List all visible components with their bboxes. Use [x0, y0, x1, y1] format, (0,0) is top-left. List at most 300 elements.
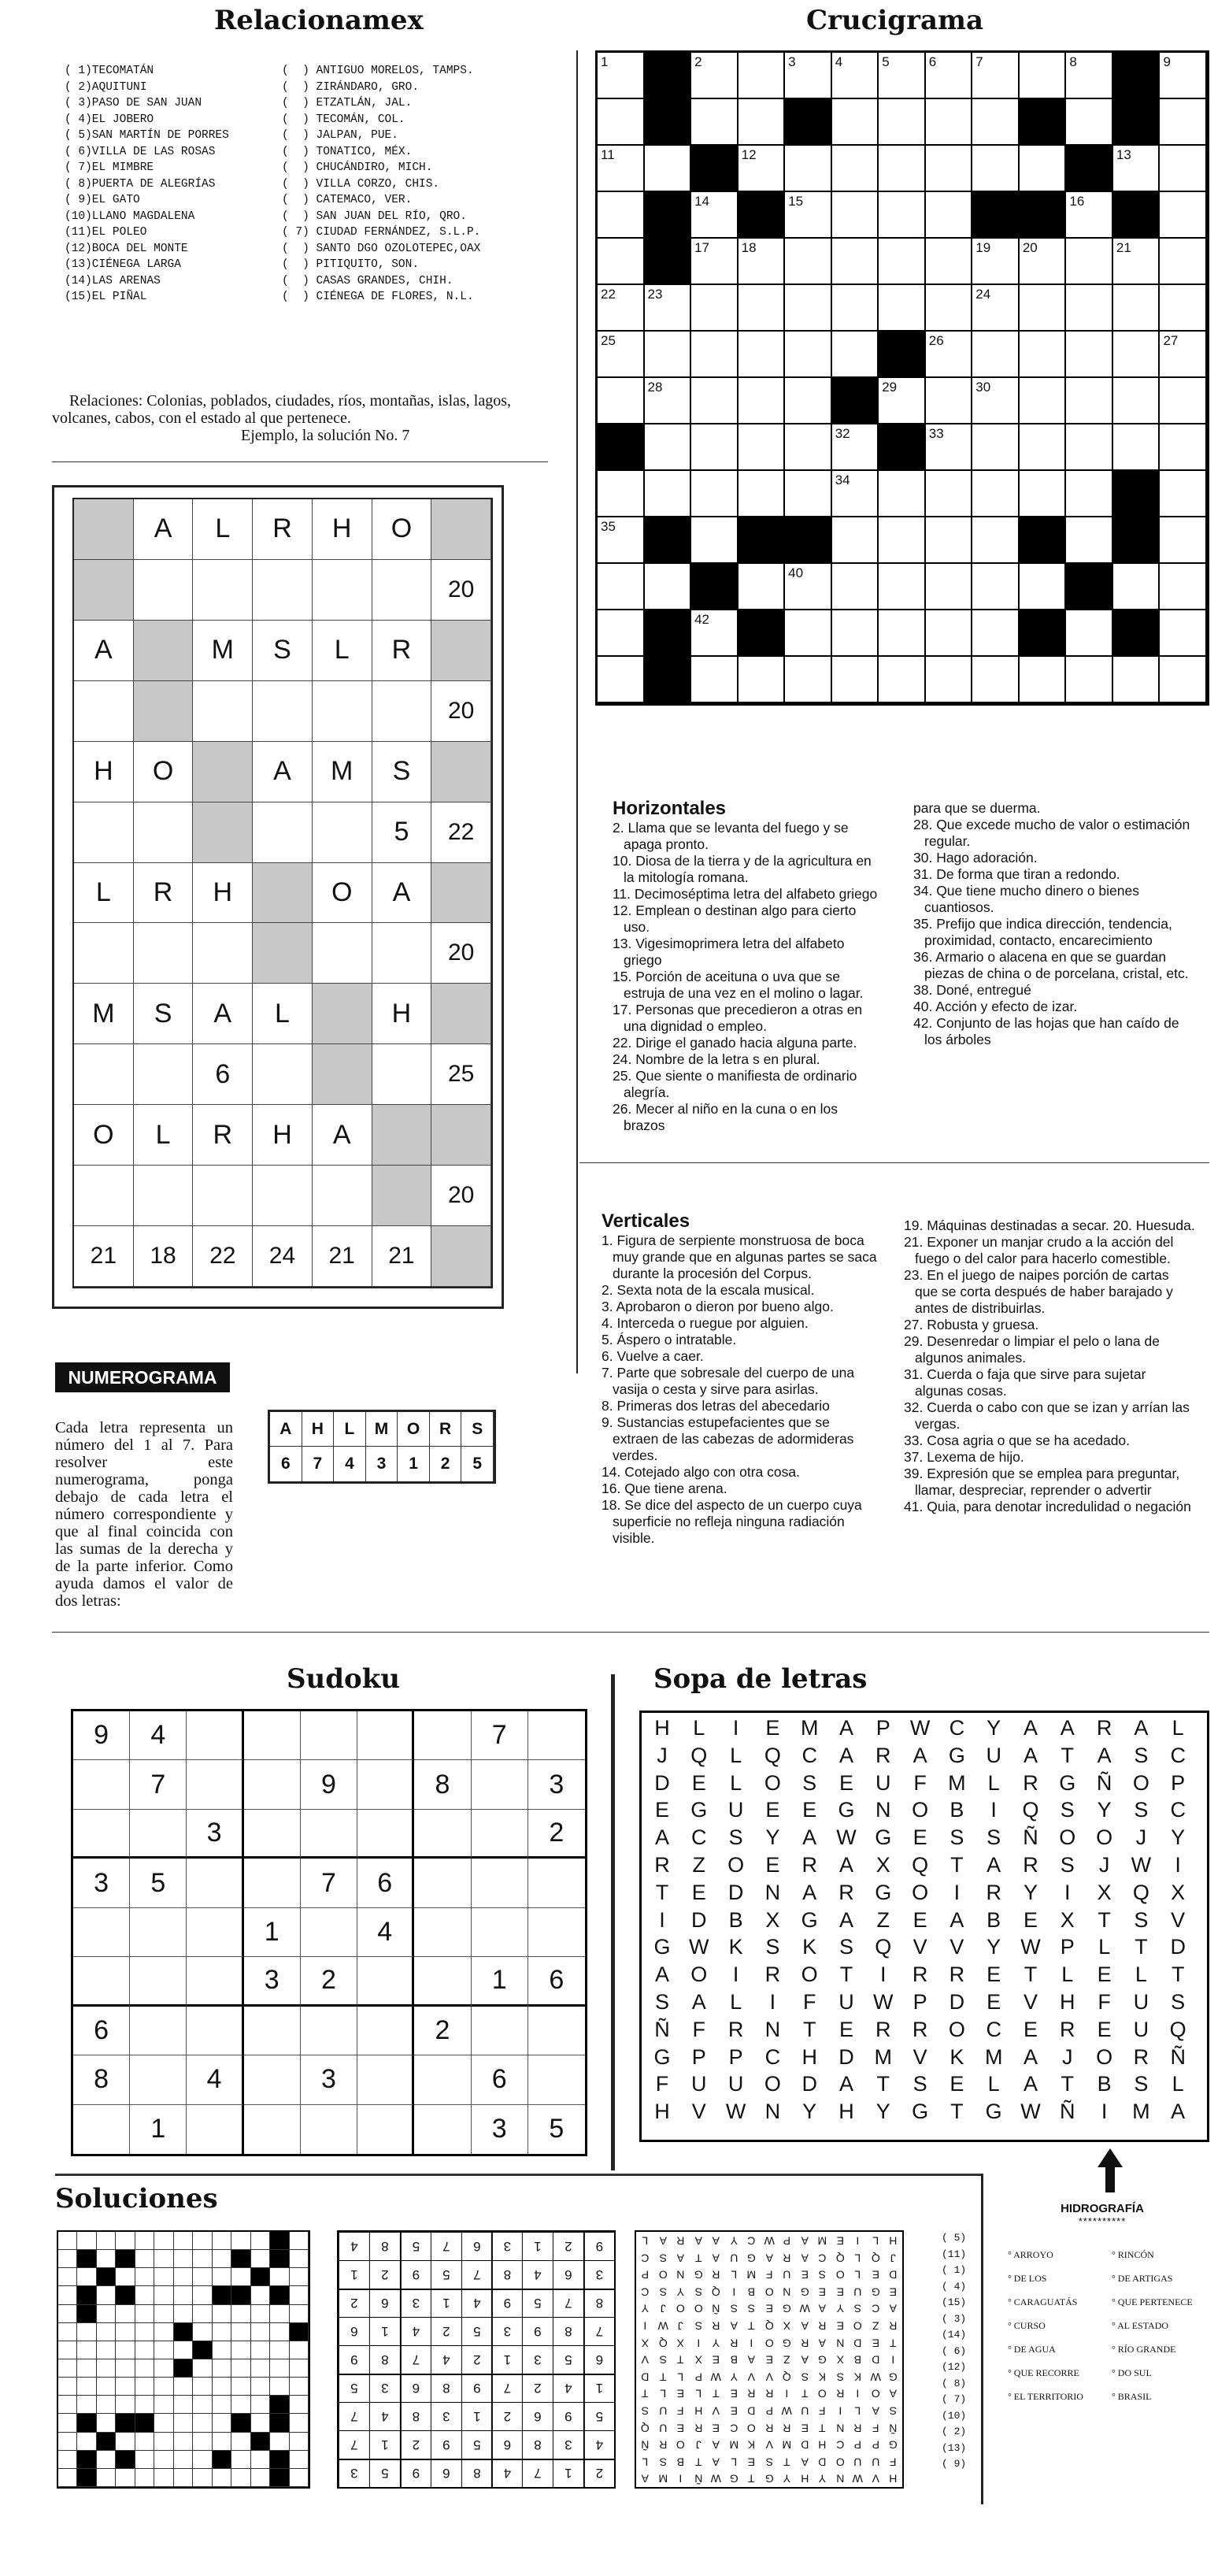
horizontales-title: Horizontales	[613, 798, 727, 819]
solution-sudoku-cell: 5	[583, 2402, 614, 2430]
letter-cell: E	[1023, 1907, 1038, 1932]
crossword-cell	[1113, 564, 1161, 610]
letter-cell: G	[912, 2100, 929, 2124]
crossword-cell	[739, 285, 786, 332]
solution-crossword-cell	[270, 2414, 289, 2432]
crossword-cell	[832, 564, 879, 610]
solution-sudoku-cell: 6	[400, 2374, 431, 2402]
crossword-cell	[1160, 99, 1207, 146]
solution-sudoku-cell: 6	[491, 2430, 522, 2459]
solution-crossword-cell	[213, 2451, 231, 2469]
solution-sudoku-cell: 6	[553, 2260, 583, 2289]
solution-letter: W	[870, 2370, 881, 2384]
numerograma-cell	[253, 1044, 313, 1105]
solution-letter: I	[731, 2285, 735, 2299]
clue-number: 9	[1163, 54, 1171, 69]
solution-letter: W	[657, 2319, 668, 2333]
solution-letter: C	[872, 2302, 880, 2315]
numerograma-cell: H	[193, 863, 253, 924]
solution-sudoku-cell: 7	[400, 2345, 431, 2374]
solution-crossword-cell	[290, 2396, 309, 2414]
numerograma-cell	[134, 923, 194, 984]
solution-letter: S	[818, 2268, 827, 2281]
crossword-cell	[739, 657, 786, 703]
crossword-cell	[739, 424, 786, 471]
letter-cell: E	[912, 1907, 927, 1932]
clue: 35. Prefijo que indica dirección, tendencia, proximidad, contacto, encarecimiento	[913, 916, 1172, 948]
letter-cell: W	[909, 1716, 931, 1740]
solution-letter: S	[836, 2370, 844, 2384]
numerograma-cell	[313, 681, 372, 742]
crossword-cell	[739, 471, 786, 517]
solution-answer: ( 7)	[942, 2393, 967, 2405]
clue: 41. Quia, para denotar incredulidad o negación	[904, 1499, 1191, 1514]
solution-letter: R	[836, 2387, 845, 2400]
solution-sudoku-cell: 3	[553, 2430, 583, 2459]
solution-letter: Y	[818, 2472, 827, 2485]
solution-letter: G	[783, 2302, 791, 2315]
crossword-cell	[785, 471, 832, 517]
crossword-cell	[1066, 471, 1113, 517]
relacion-option: ( ) ANTIGUO MORELOS, TAMPS.	[282, 65, 474, 77]
clue-number: 34	[835, 473, 850, 487]
solution-letter: A	[801, 2319, 809, 2333]
solution-sudoku-cell: 6	[583, 2345, 614, 2374]
solution-letter: Q	[783, 2370, 791, 2384]
letter-cell: O	[690, 1963, 708, 1987]
solution-letter: R	[889, 2319, 898, 2333]
letter-cell: T	[1061, 2072, 1075, 2096]
numerograma-cell: H	[253, 1105, 313, 1166]
crossword-cell	[1066, 610, 1113, 657]
crossword-cell	[645, 610, 692, 657]
solution-sudoku-cell: 9	[461, 2374, 492, 2402]
solution-crossword-cell	[231, 2341, 250, 2359]
letter-cell: W	[1131, 1853, 1152, 1877]
solution-letter: Ñ	[712, 2302, 720, 2315]
solution-sudoku-cell: 7	[491, 2374, 522, 2402]
solution-letter: S	[890, 2404, 898, 2418]
solution-crossword-cell	[270, 2323, 289, 2341]
letter-cell: C	[986, 2017, 1001, 2041]
letter-cell: U	[727, 1798, 744, 1822]
numerograma-cell	[253, 560, 313, 621]
crossword-cell	[598, 657, 645, 703]
letter-cell: P	[875, 1716, 890, 1740]
sudoku-cell	[187, 1711, 243, 1760]
crossword-cell	[739, 53, 786, 99]
relacion-item: ( 3)PASO DE SAN JUAN	[65, 97, 202, 109]
solution-crossword-cell	[231, 2359, 250, 2378]
letter-cell: T	[1135, 1935, 1148, 1959]
solution-letter: P	[765, 2404, 773, 2418]
crossword-cell	[879, 657, 926, 703]
clue: 28. Que excede mucho de valor o estimación regular.	[913, 817, 1190, 849]
solution-letter: Q	[640, 2422, 650, 2435]
solution-letter: O	[835, 2268, 845, 2281]
clue: 2. Llama que se levanta del fuego y se apaga pronto.	[613, 820, 849, 852]
sudoku-cell	[244, 1859, 301, 1907]
clue-number: 19	[975, 240, 991, 255]
sudoku-cell	[414, 1711, 471, 1760]
numerograma-cell: 21	[372, 1226, 432, 1287]
letter-cell: A	[838, 1716, 853, 1740]
solution-crossword-cell	[270, 2469, 289, 2487]
solution-crossword-cell	[251, 2323, 270, 2341]
solution-letter: E	[818, 2285, 827, 2299]
crossword-cell	[832, 285, 879, 332]
solution-crossword-cell	[231, 2451, 250, 2469]
letter-cell: S	[838, 1935, 853, 1959]
relacionamex-left-list	[65, 63, 229, 306]
solution-letter: I	[696, 2337, 700, 2350]
crossword-cell	[972, 239, 1020, 285]
letter-cell: E	[691, 1770, 706, 1795]
solution-crossword-cell	[154, 2359, 173, 2378]
solution-crossword-cell	[58, 2378, 77, 2396]
solution-letter: D	[818, 2456, 827, 2469]
solution-crossword-cell	[97, 2469, 116, 2487]
letter-cell: A	[802, 1825, 817, 1850]
clue: 30. Hago adoración.	[913, 850, 1038, 865]
letter-cell: B	[1097, 2072, 1112, 2096]
solution-crossword-cell	[251, 2341, 270, 2359]
clue: 22. Dirige el ganado hacia alguna parte.	[613, 1035, 857, 1051]
solution-crossword-cell	[290, 2305, 309, 2323]
solution-sudoku-cell: 9	[553, 2402, 583, 2430]
clue: 1. Figura de serpiente monstruosa de boca muy grande que en algunas partes se saca durante la procesión del Corpus.	[602, 1232, 877, 1281]
solution-letter: V	[641, 2353, 649, 2367]
solution-crossword-cell	[193, 2232, 212, 2250]
solution-letter: D	[872, 2353, 880, 2367]
solution-answer: ( 5)	[942, 2232, 967, 2244]
solution-sudoku-cell: 6	[461, 2232, 492, 2260]
solution-letter: T	[659, 2370, 667, 2384]
crossword-cell	[645, 517, 692, 564]
letter-cell: F	[913, 1770, 927, 1795]
sudoku-cell	[414, 1957, 471, 2006]
clue: 40. Acción y efecto de izar.	[913, 999, 1078, 1014]
letter-cell: E	[987, 1963, 1001, 1987]
solution-letter: R	[712, 2319, 720, 2333]
sudoku-cell: 6	[357, 1859, 414, 1907]
clue: 31. De forma que tiran a redondo.	[913, 866, 1120, 882]
solution-letter: T	[694, 2252, 702, 2265]
sudoku-cell: 3	[244, 1957, 301, 2006]
solution-letter: O	[818, 2387, 827, 2400]
solution-crossword-cell	[193, 2469, 212, 2487]
solution-crossword-cell	[154, 2232, 173, 2250]
sudoku-cell: 2	[414, 2007, 471, 2055]
solution-letter: L	[731, 2456, 737, 2469]
solution-crossword-cell	[58, 2323, 77, 2341]
solution-crossword-cell	[193, 2250, 212, 2268]
numerograma-cell: L	[134, 1105, 194, 1166]
crossword-cell	[645, 471, 692, 517]
solution-letter: O	[764, 2337, 774, 2350]
solution-crossword-cell	[231, 2414, 250, 2432]
letter-cell: X	[1171, 1880, 1186, 1904]
letter-cell: S	[728, 1825, 743, 1850]
clue: 2. Sexta nota de la escala musical.	[602, 1282, 815, 1298]
crossword-cell	[739, 146, 786, 192]
solution-letter: A	[712, 2456, 720, 2469]
solution-sudoku-cell: 4	[369, 2402, 400, 2430]
numerograma-key	[268, 1410, 496, 1484]
letter-cell: V	[1023, 1990, 1038, 2014]
solution-sudoku-cell: 9	[431, 2430, 461, 2459]
crossword-cell	[972, 53, 1020, 99]
letter-cell: R	[875, 2017, 891, 2041]
solution-sudoku-cell: 3	[431, 2402, 461, 2430]
letter-cell: A	[1023, 1743, 1038, 1767]
solution-sudoku-cell: 7	[339, 2430, 369, 2459]
solution-sudoku-cell: 5	[339, 2374, 369, 2402]
relacion-item: ( 2)AQUITUNI	[65, 80, 147, 94]
sudoku-grid	[71, 1709, 587, 2156]
sudoku-cell: 3	[301, 2055, 357, 2104]
solution-letter: A	[801, 2252, 809, 2265]
solution-letter: U	[783, 2268, 791, 2281]
solution-answer: (11)	[942, 2248, 967, 2260]
crossword-cell	[832, 471, 879, 517]
solution-crossword-cell	[270, 2232, 289, 2250]
letter-cell: A	[838, 2072, 853, 2096]
solution-letter: F	[765, 2268, 773, 2281]
solution-sudoku-cell: 4	[339, 2232, 369, 2260]
solution-crossword-cell	[213, 2268, 231, 2286]
solution-letter: T	[748, 2319, 755, 2333]
letter-cell: A	[1023, 2072, 1038, 2096]
crossword-cell	[926, 378, 973, 424]
solution-letter: Z	[783, 2353, 790, 2367]
crossword-cell	[598, 471, 645, 517]
numerograma-cell: 5	[372, 802, 432, 863]
sudoku-cell	[357, 1711, 414, 1760]
numerograma-cell	[313, 984, 372, 1044]
crossword-cell	[1020, 239, 1067, 285]
clue-number: 17	[694, 240, 709, 255]
crossword-cell	[1066, 192, 1113, 239]
divider	[52, 1632, 1209, 1633]
sudoku-cell	[73, 1908, 130, 1957]
verticales-title: Verticales	[602, 1210, 690, 1232]
solution-sudoku-cell: 5	[431, 2260, 461, 2289]
solution-crossword-cell	[116, 2396, 135, 2414]
crossword-cell	[926, 564, 973, 610]
solution-letter: I	[643, 2319, 647, 2333]
solution-letter: R	[764, 2422, 774, 2435]
crossword-cell	[1113, 146, 1161, 192]
sudoku-cell	[357, 2105, 414, 2154]
letter-cell: O	[1132, 1770, 1149, 1795]
numerograma-cell	[74, 681, 134, 742]
solution-sudoku-cell: 9	[400, 2459, 431, 2487]
letter-cell: T	[950, 2100, 964, 2124]
solution-crossword-cell	[116, 2451, 135, 2469]
numerograma-cell: H	[74, 742, 134, 802]
sudoku-cell	[357, 2055, 414, 2104]
sudoku-cell: 2	[528, 1810, 585, 1859]
relacion-option: ( ) PITIQUITO, SON.	[282, 258, 420, 271]
sudoku-cell	[414, 1908, 471, 1957]
crossword-cell	[1020, 53, 1067, 99]
clue: 24. Nombre de la letra s en plural.	[613, 1051, 820, 1067]
solution-crossword-cell	[251, 2433, 270, 2451]
crossword-cell	[879, 564, 926, 610]
sudoku-cell: 1	[472, 1957, 528, 2006]
letter-cell: Q	[1169, 2017, 1186, 2041]
letter-cell: R	[912, 2017, 928, 2041]
solution-letter: N	[676, 2268, 685, 2281]
sudoku-cell: 4	[357, 1908, 414, 1957]
crossword-cell	[739, 332, 786, 378]
numerograma-cell	[193, 923, 253, 984]
numerograma-cell: 25	[431, 1044, 491, 1105]
clue-number: 26	[928, 333, 944, 348]
sudoku-cell: 6	[528, 1957, 585, 2006]
letter-cell: Ñ	[1170, 2044, 1186, 2069]
sudoku-cell: 3	[528, 1760, 585, 1809]
solution-sudoku-cell: 2	[522, 2374, 553, 2402]
letter-cell: T	[876, 2072, 890, 2096]
numerograma-cell: R	[193, 1105, 253, 1166]
sudoku-cell: 1	[130, 2105, 187, 2154]
solution-word-search	[635, 2230, 904, 2489]
solution-crossword-cell	[290, 2250, 309, 2268]
sudoku-cell: 5	[549, 2114, 565, 2144]
letter-cell: L	[730, 1743, 742, 1767]
solution-letter: X	[783, 2319, 791, 2333]
letter-cell: R	[912, 1963, 928, 1987]
crossword-cell	[1113, 99, 1161, 146]
solution-letter: R	[729, 2337, 738, 2350]
letter-cell: Q	[1132, 1880, 1149, 1904]
sudoku-cell	[187, 1957, 243, 2006]
crossword-cell	[645, 239, 692, 285]
letter-cell: O	[727, 1853, 745, 1877]
sudoku-cell	[187, 1859, 243, 1907]
clue: 5. Áspero o intratable.	[602, 1332, 737, 1347]
crossword-cell	[691, 192, 739, 239]
letter-cell: P	[691, 2044, 706, 2069]
crossword-cell	[785, 332, 832, 378]
crossword-cell	[691, 378, 739, 424]
solution-sudoku-cell: 1	[369, 2317, 400, 2345]
solution-letter: L	[872, 2234, 879, 2248]
relacion-option: ( ) JALPAN, PUE.	[282, 129, 398, 142]
letter-cell: J	[1062, 2044, 1073, 2069]
solution-crossword-cell	[116, 2341, 135, 2359]
crossword-cell	[598, 424, 645, 471]
clue-number: 6	[928, 54, 937, 69]
sudoku-cell	[130, 1957, 187, 2006]
letter-cell: E	[838, 2017, 853, 2041]
crossword-cell	[598, 99, 645, 146]
solution-letter: R	[764, 2387, 774, 2400]
solution-sudoku-cell: 5	[461, 2430, 492, 2459]
letter-cell: S	[1060, 1798, 1075, 1822]
letter-cell: E	[691, 1880, 706, 1904]
solution-crossword-cell	[154, 2396, 173, 2414]
sudoku-cell	[528, 1859, 585, 1907]
solution-letter: M	[657, 2472, 668, 2485]
solution-crossword-cell	[58, 2433, 77, 2451]
solution-sudoku-cell: 6	[431, 2459, 461, 2487]
solution-letter: Y	[676, 2285, 684, 2299]
solution-letter: P	[853, 2438, 862, 2452]
solution-letter: A	[801, 2234, 809, 2248]
letter-cell: K	[950, 2044, 964, 2069]
sudoku-cell	[528, 1908, 585, 1957]
letter-cell: O	[801, 1963, 818, 1987]
solution-crossword-cell	[135, 2396, 154, 2414]
sudoku-cell	[414, 2105, 471, 2154]
solution-letter: Y	[641, 2302, 649, 2315]
numerograma-cell	[134, 621, 194, 681]
solution-crossword-cell	[116, 2433, 135, 2451]
letter-cell: T	[950, 1853, 964, 1877]
crossword-cell	[832, 610, 879, 657]
sudoku-cell	[301, 2105, 357, 2154]
solution-letter: A	[872, 2404, 879, 2418]
crossword-cell	[1020, 564, 1067, 610]
solution-letter: I	[679, 2472, 683, 2485]
letter-cell: U	[727, 2072, 744, 2096]
solution-crossword-cell	[135, 2250, 154, 2268]
letter-cell: N	[764, 1880, 781, 1904]
solution-letter: S	[659, 2285, 667, 2299]
crossword-grid	[595, 50, 1209, 706]
clue: para que se duerma.	[913, 800, 1041, 816]
clue-number: 25	[601, 333, 616, 348]
solution-sudoku-cell: 8	[522, 2430, 553, 2459]
letter-cell: V	[691, 2100, 706, 2124]
numerograma-cell	[134, 1044, 194, 1105]
solution-crossword-cell	[270, 2433, 289, 2451]
solution-letter: I	[750, 2337, 753, 2350]
numerograma-cell	[74, 923, 134, 984]
crossword-cell	[972, 610, 1020, 657]
solution-crossword-cell	[270, 2286, 289, 2304]
crossword-cell	[1160, 146, 1207, 192]
letter-cell: C	[764, 2044, 781, 2069]
letter-cell: D	[949, 1990, 965, 2014]
sudoku-cell	[187, 2007, 243, 2055]
numerograma-cell: S	[134, 984, 194, 1044]
solution-letter: R	[818, 2319, 827, 2333]
crossword-cell	[1066, 517, 1113, 564]
solution-letter: O	[676, 2302, 685, 2315]
relacionamex-title: Relacionamex	[214, 5, 424, 36]
solution-crossword-cell	[116, 2268, 135, 2286]
clue: 12. Emplean o destinan algo para cierto uso.	[613, 903, 857, 935]
solution-letter: Y	[836, 2302, 844, 2315]
sudoku-cell	[73, 2105, 130, 2154]
solution-letter: P	[783, 2234, 791, 2248]
letter-cell: G	[985, 2100, 1002, 2124]
solution-letter: T	[819, 2422, 826, 2435]
letter-cell: V	[912, 2044, 927, 2069]
letter-cell: Q	[764, 1743, 781, 1767]
clue-number: 35	[601, 519, 616, 534]
solution-crossword-cell	[77, 2286, 96, 2304]
solution-crossword-cell	[154, 2433, 173, 2451]
sopa-title: Sopa de letras	[653, 1663, 868, 1695]
solution-letter: D	[801, 2438, 809, 2452]
letter-cell: S	[987, 1825, 1001, 1850]
solution-letter: O	[747, 2422, 756, 2435]
